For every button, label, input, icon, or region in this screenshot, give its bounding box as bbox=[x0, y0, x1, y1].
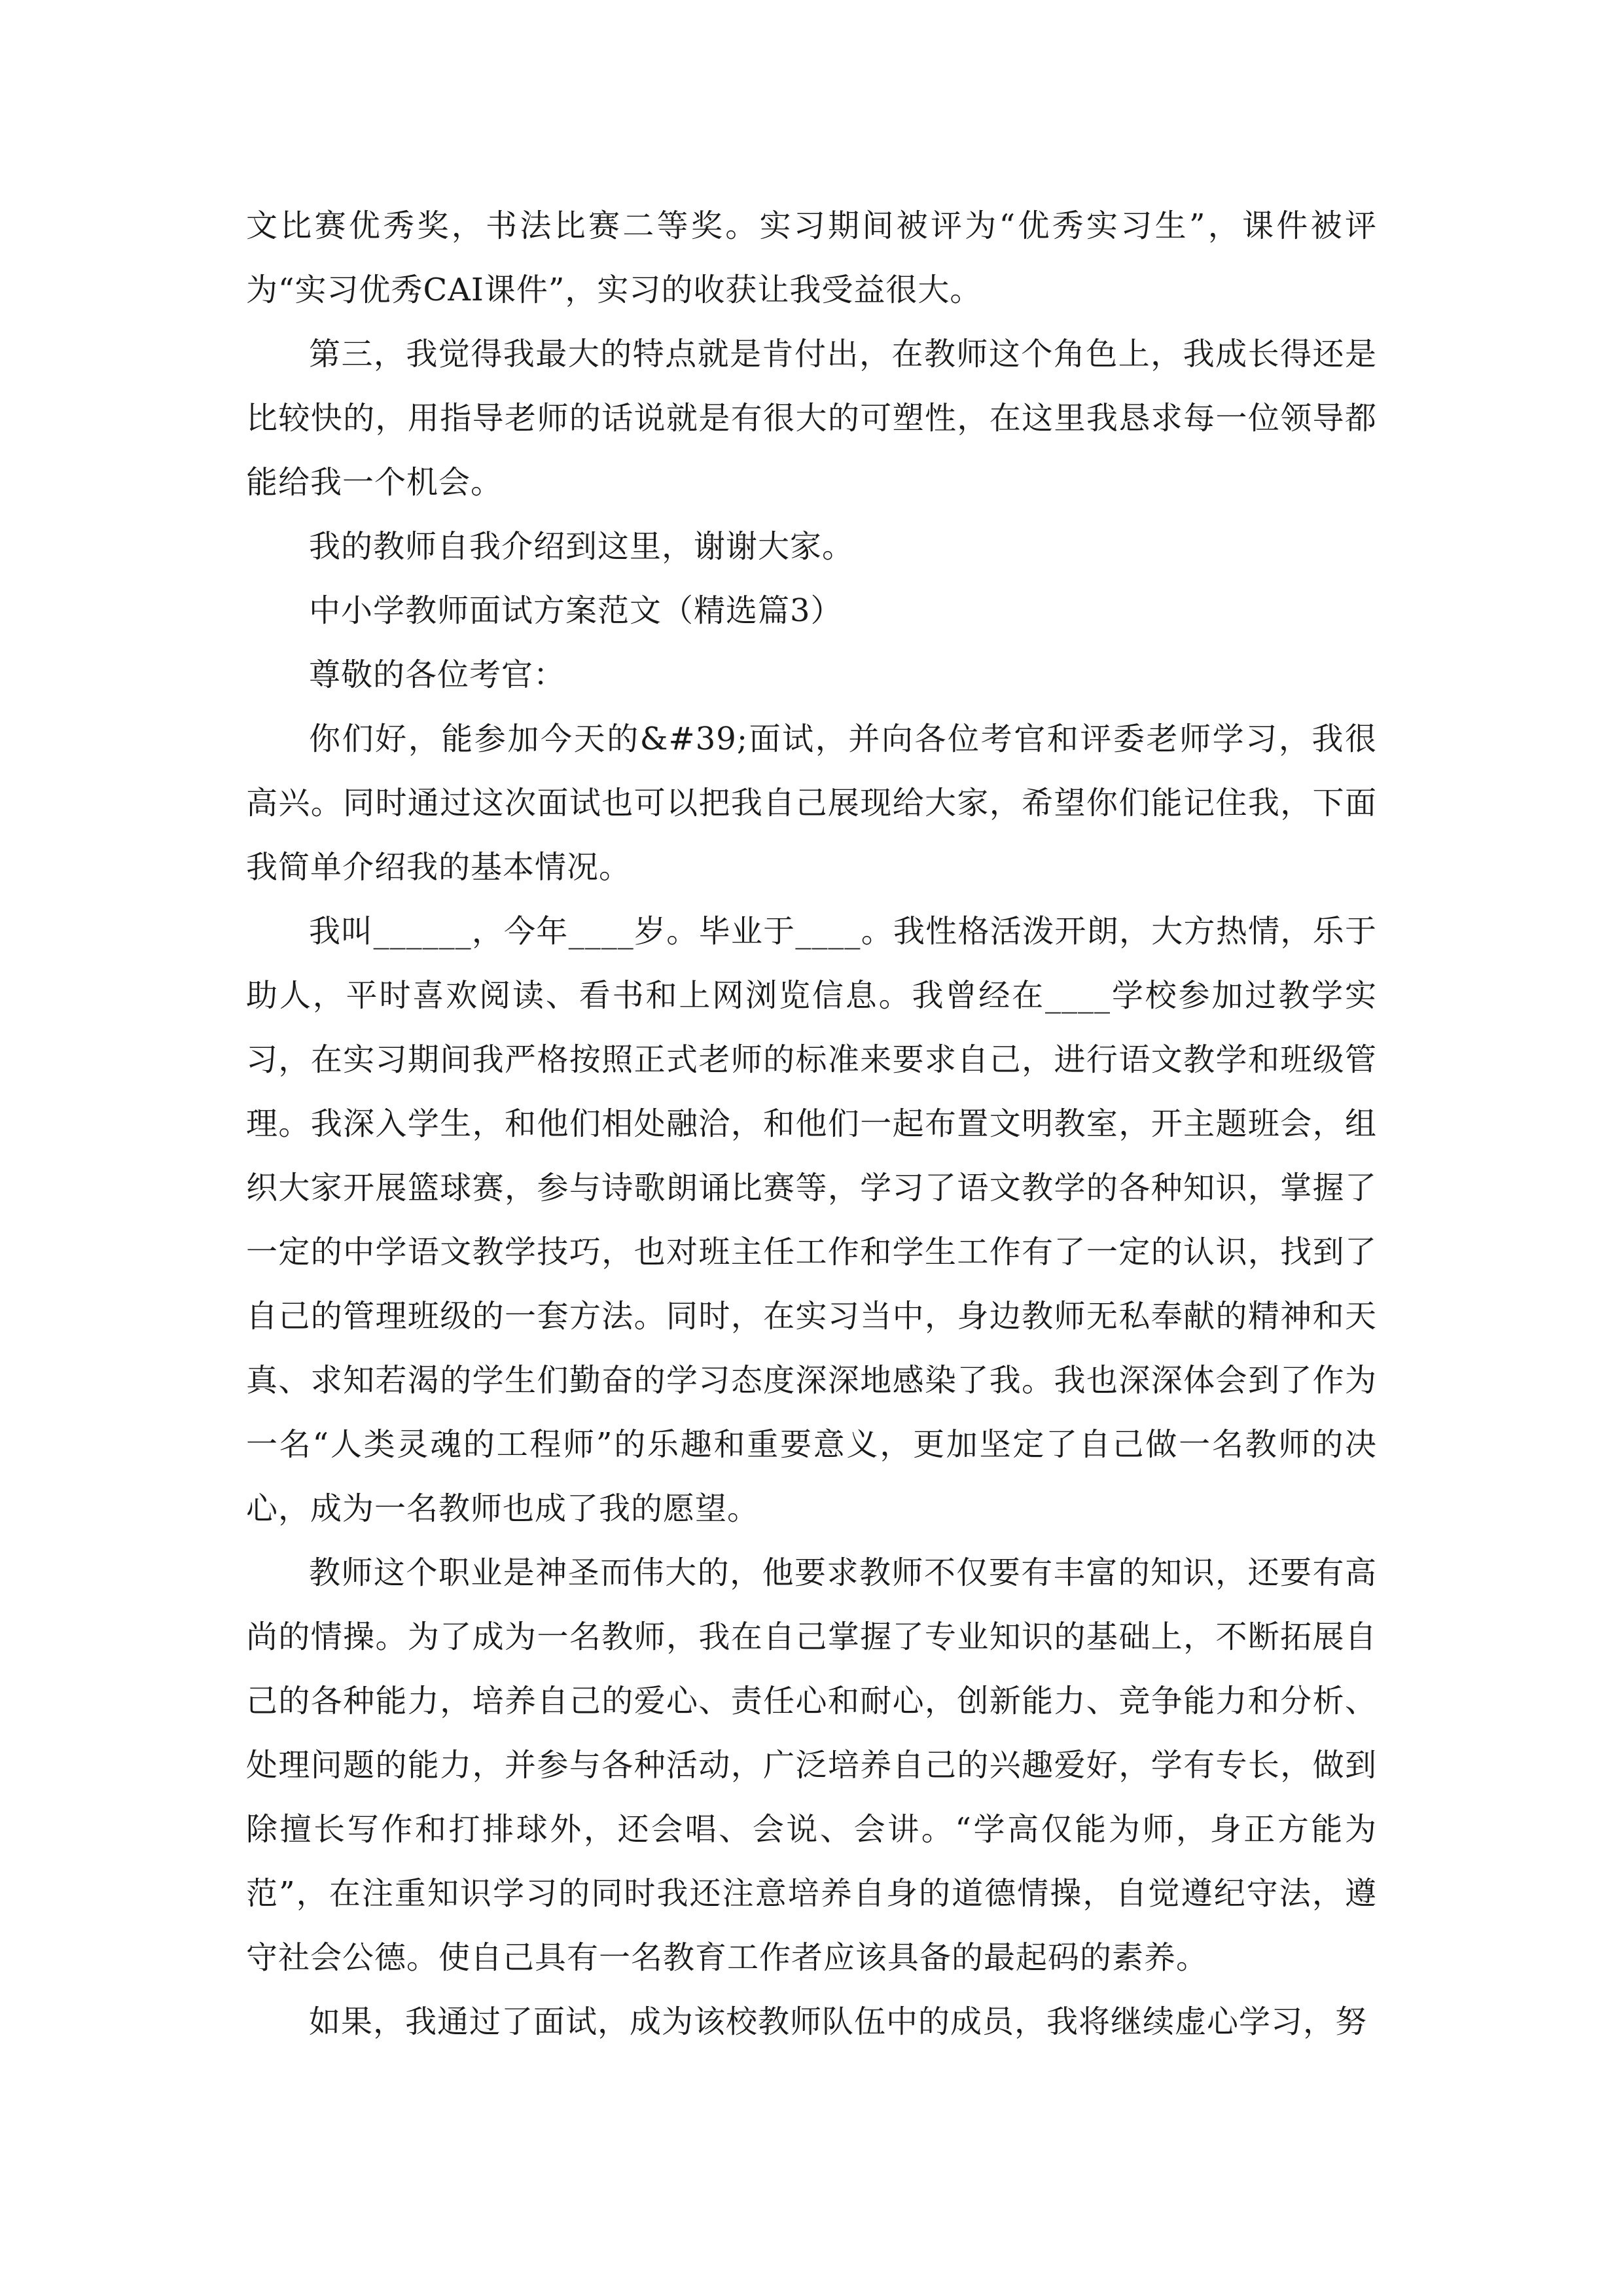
paragraph-salutation: 尊敬的各位考官： bbox=[309, 656, 566, 693]
document-body bbox=[246, 194, 1377, 2054]
paragraph-closing-thanks: 我的教师自我介绍到这里，谢谢大家。 bbox=[309, 528, 855, 565]
paragraph-if-passed: 如果，我通过了面试，成为该校教师队伍中的成员，我将继续虚心学习，努 bbox=[309, 2003, 1368, 2040]
paragraph-third-point: 第三，我觉得我最大的特点就是肯付出，在教师这个角色上，我成长得还是比较快的，用指导老师的话说就是有很大的可塑性，在这里我恳求每一位领导都能给我一个机会。 bbox=[246, 336, 1377, 501]
paragraph-self-intro: 我叫______，今年____岁。毕业于____。我性格活泼开朗，大方热情，乐于助人，平时喜欢阅读、看书和上网浏览信息。我曾经在____学校参加过教学实习，在实习期间我严格按照正式老师的标准来要求自己，进行语文教学和班级管理。我深入学生，和他们相处融洽，和他们一起布置文明教室，开主题班会，组织大家开展篮球赛，参与诗歌朗诵比赛等，学习了语文教学的各种知识，掌握了一定的中学语文教学技巧，也对班主任工作和学生工作有了一定的认识，找到了自己的管理班级的一套方法。同时，在实习当中，身边教师无私奉献的精神和天真、求知若渴的学生们勤奋的学习态度深深地感染了我。我也深深体会到了作为一名“人类灵魂的工程师”的乐趣和重要意义，更加坚定了自己做一名教师的决心，成为一名教师也成了我的愿望。 bbox=[246, 913, 1377, 1527]
paragraph-awards: 文比赛优秀奖，书法比赛二等奖。实习期间被评为“优秀实习生”，课件被评为“实习优秀CAI课件”，实习的收获让我受益很大。 bbox=[246, 207, 1377, 308]
paragraph-teaching-profession: 教师这个职业是神圣而伟大的，他要求教师不仅要有丰富的知识，还要有高尚的情操。为了成为一名教师，我在自己掌握了专业知识的基础上，不断拓展自己的各种能力，培养自己的爱心、责任心和耐心，创新能力、竞争能力和分析、处理问题的能力，并参与各种活动，广泛培养自己的兴趣爱好，学有专长，做到除擅长写作和打排球外，还会唱、会说、会讲。“学高仅能为师，身正方能为范”，在注重知识学习的同时我还注意培养自身的道德情操，自觉遵纪守法，遵守社会公德。使自己具有一名教育工作者应该具备的最起码的素养。 bbox=[246, 1554, 1377, 1976]
section-heading: 中小学教师面试方案范文（精选篇3） bbox=[309, 592, 843, 629]
paragraph-greeting: 你们好，能参加今天的&#39;面试，并向各位考官和评委老师学习，我很高兴。同时通过这次面试也可以把我自己展现给大家，希望你们能记住我，下面我简单介绍我的基本情况。 bbox=[246, 721, 1377, 886]
